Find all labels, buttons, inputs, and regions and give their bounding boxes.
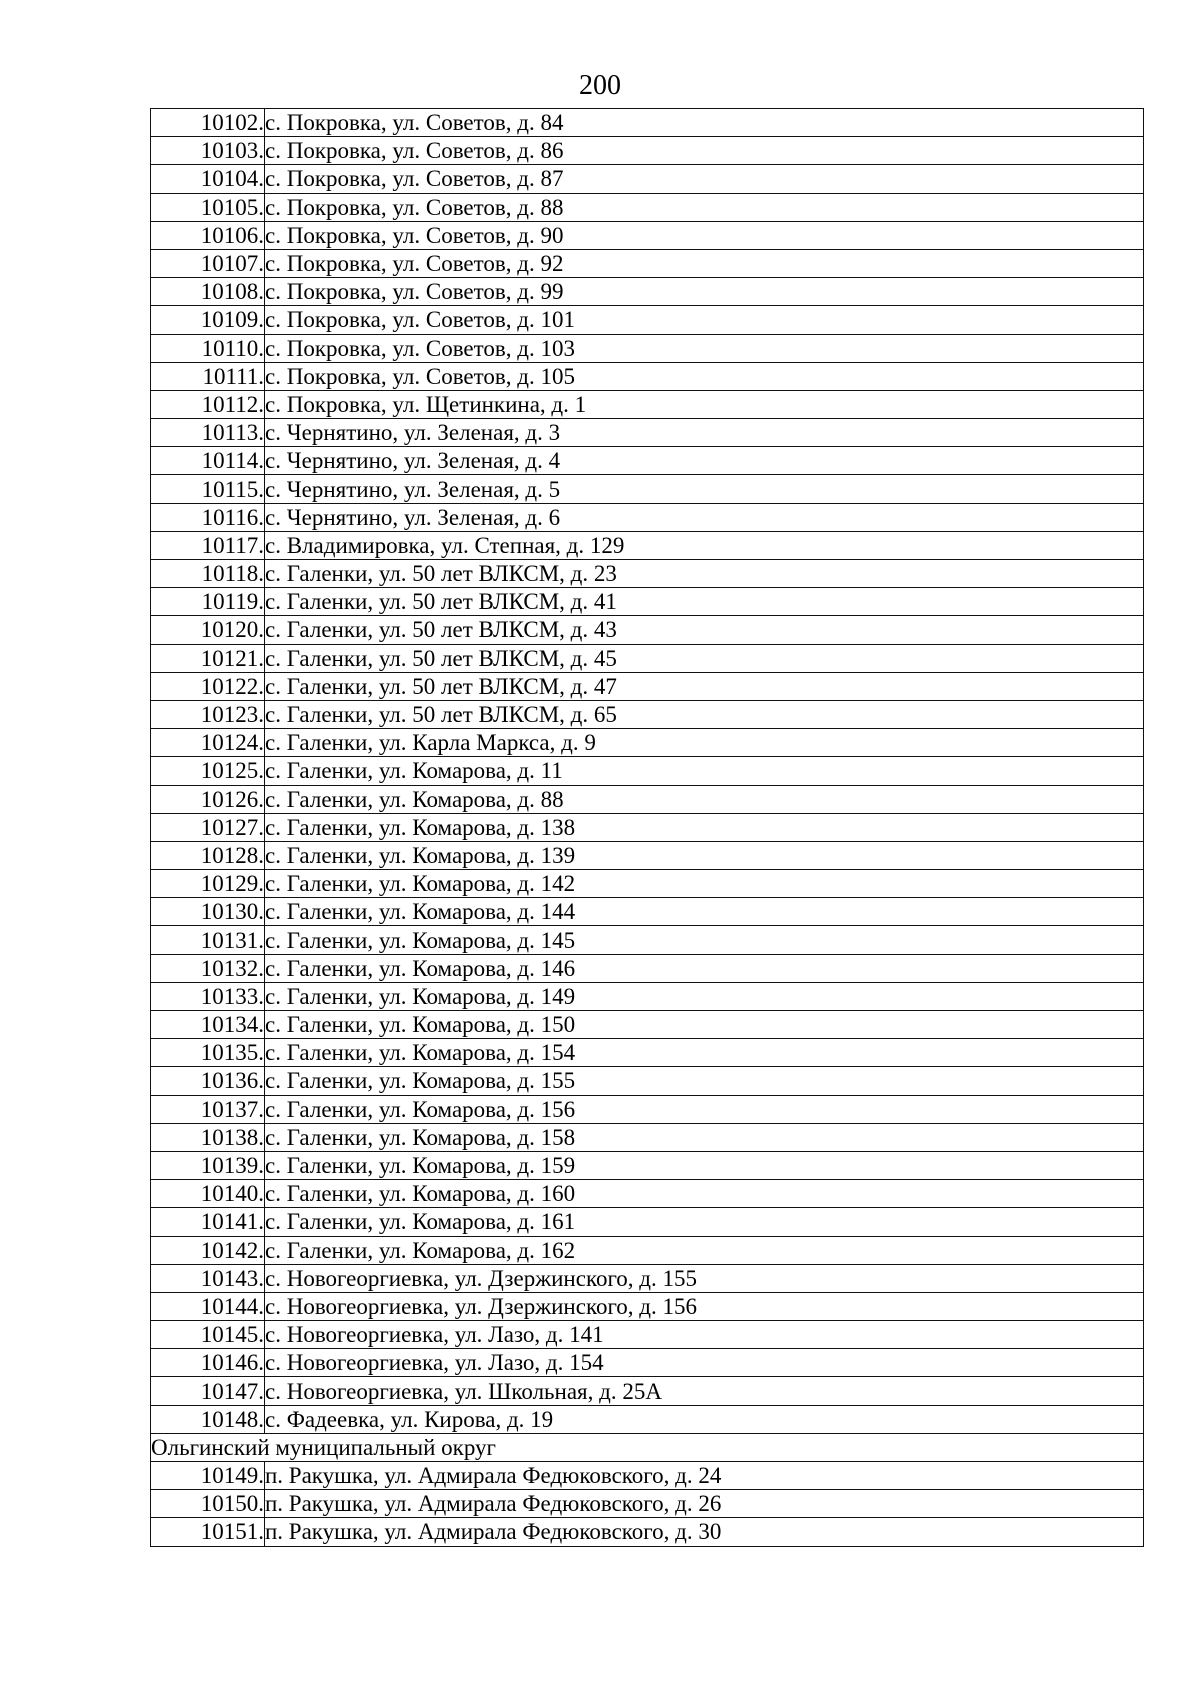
table-row (151, 1151, 1144, 1179)
row-address: с. Галенки, ул. Комарова, д. 162 (265, 1236, 1144, 1264)
row-number: 10111. (151, 362, 265, 390)
row-number: 10149. (151, 1462, 265, 1490)
table-row (151, 1490, 1144, 1518)
row-address: с. Галенки, ул. Комарова, д. 139 (265, 841, 1144, 869)
table-row (151, 1349, 1144, 1377)
address-table-body (151, 109, 1144, 1547)
row-number: 10119. (151, 588, 265, 616)
row-number: 10120. (151, 616, 265, 644)
table-row (151, 560, 1144, 588)
row-number: 10124. (151, 729, 265, 757)
row-number: 10134. (151, 1011, 265, 1039)
row-number: 10148. (151, 1405, 265, 1433)
row-address: с. Галенки, ул. 50 лет ВЛКСМ, д. 65 (265, 700, 1144, 728)
table-row (151, 644, 1144, 672)
row-address: с. Покровка, ул. Советов, д. 92 (265, 249, 1144, 277)
row-address: с. Галенки, ул. Комарова, д. 144 (265, 898, 1144, 926)
row-address: с. Покровка, ул. Советов, д. 99 (265, 278, 1144, 306)
table-row (151, 249, 1144, 277)
row-address: с. Галенки, ул. Комарова, д. 88 (265, 785, 1144, 813)
table-row (151, 757, 1144, 785)
row-address: с. Галенки, ул. Комарова, д. 142 (265, 870, 1144, 898)
row-number: 10137. (151, 1095, 265, 1123)
table-row (151, 306, 1144, 334)
row-address: с. Покровка, ул. Советов, д. 87 (265, 165, 1144, 193)
row-number: 10117. (151, 531, 265, 559)
row-number: 10147. (151, 1377, 265, 1405)
row-number: 10108. (151, 278, 265, 306)
row-number: 10118. (151, 560, 265, 588)
table-row (151, 1264, 1144, 1292)
table-row (151, 1180, 1144, 1208)
row-number: 10130. (151, 898, 265, 926)
row-number: 10107. (151, 249, 265, 277)
table-row (151, 729, 1144, 757)
table-row (151, 362, 1144, 390)
row-number: 10102. (151, 109, 265, 137)
table-row (151, 278, 1144, 306)
row-address: с. Галенки, ул. Комарова, д. 159 (265, 1151, 1144, 1179)
row-address: с. Галенки, ул. Комарова, д. 138 (265, 813, 1144, 841)
table-row (151, 1095, 1144, 1123)
address-table (150, 108, 1144, 1547)
table-row (151, 841, 1144, 869)
row-number: 10151. (151, 1518, 265, 1546)
row-number: 10150. (151, 1490, 265, 1518)
table-row (151, 419, 1144, 447)
table-row (151, 813, 1144, 841)
table-row (151, 1123, 1144, 1151)
row-number: 10121. (151, 644, 265, 672)
row-number: 10115. (151, 475, 265, 503)
row-address: с. Галенки, ул. Комарова, д. 161 (265, 1208, 1144, 1236)
table-row (151, 475, 1144, 503)
row-address: п. Ракушка, ул. Адмирала Федюковского, д. 26 (265, 1490, 1144, 1518)
row-address: с. Покровка, ул. Советов, д. 103 (265, 334, 1144, 362)
row-number: 10109. (151, 306, 265, 334)
row-number: 10129. (151, 870, 265, 898)
row-address: с. Галенки, ул. 50 лет ВЛКСМ, д. 47 (265, 672, 1144, 700)
table-row (151, 503, 1144, 531)
row-address: с. Владимировка, ул. Степная, д. 129 (265, 531, 1144, 559)
row-address: с. Новогеоргиевка, ул. Лазо, д. 154 (265, 1349, 1144, 1377)
row-number: 10104. (151, 165, 265, 193)
row-address: с. Галенки, ул. Комарова, д. 160 (265, 1180, 1144, 1208)
row-address: с. Галенки, ул. 50 лет ВЛКСМ, д. 23 (265, 560, 1144, 588)
row-number: 10105. (151, 193, 265, 221)
row-number: 10144. (151, 1292, 265, 1320)
row-number: 10135. (151, 1039, 265, 1067)
table-row (151, 193, 1144, 221)
row-number: 10143. (151, 1264, 265, 1292)
table-row (151, 785, 1144, 813)
row-number: 10142. (151, 1236, 265, 1264)
row-address: с. Покровка, ул. Советов, д. 88 (265, 193, 1144, 221)
row-address: с. Новогеоргиевка, ул. Лазо, д. 141 (265, 1321, 1144, 1349)
table-row (151, 616, 1144, 644)
table-row (151, 1405, 1144, 1433)
row-address: с. Галенки, ул. Комарова, д. 149 (265, 982, 1144, 1010)
row-number: 10114. (151, 447, 265, 475)
row-number: 10110. (151, 334, 265, 362)
row-number: 10122. (151, 672, 265, 700)
row-address: с. Покровка, ул. Советов, д. 86 (265, 137, 1144, 165)
table-row (151, 334, 1144, 362)
row-number: 10131. (151, 926, 265, 954)
row-address: с. Чернятино, ул. Зеленая, д. 3 (265, 419, 1144, 447)
row-address: с. Галенки, ул. Комарова, д. 145 (265, 926, 1144, 954)
table-row (151, 137, 1144, 165)
row-address: с. Галенки, ул. Комарова, д. 150 (265, 1011, 1144, 1039)
table-row (151, 1377, 1144, 1405)
row-address: с. Чернятино, ул. Зеленая, д. 6 (265, 503, 1144, 531)
row-number: 10146. (151, 1349, 265, 1377)
row-number: 10132. (151, 954, 265, 982)
table-row (151, 954, 1144, 982)
row-number: 10145. (151, 1321, 265, 1349)
row-number: 10139. (151, 1151, 265, 1179)
row-address: с. Галенки, ул. Комарова, д. 154 (265, 1039, 1144, 1067)
row-number: 10127. (151, 813, 265, 841)
row-address: с. Новогеоргиевка, ул. Школьная, д. 25А (265, 1377, 1144, 1405)
row-address: с. Галенки, ул. Комарова, д. 11 (265, 757, 1144, 785)
row-number: 10128. (151, 841, 265, 869)
table-row (151, 672, 1144, 700)
table-row (151, 982, 1144, 1010)
table-row (151, 926, 1144, 954)
table-row (151, 109, 1144, 137)
table-row (151, 1208, 1144, 1236)
row-number: 10123. (151, 700, 265, 728)
row-address: с. Покровка, ул. Советов, д. 84 (265, 109, 1144, 137)
row-address: с. Галенки, ул. 50 лет ВЛКСМ, д. 43 (265, 616, 1144, 644)
table-row (151, 1292, 1144, 1320)
row-address: с. Фадеевка, ул. Кирова, д. 19 (265, 1405, 1144, 1433)
row-number: 10106. (151, 221, 265, 249)
table-row (151, 700, 1144, 728)
table-row (151, 1039, 1144, 1067)
row-address: п. Ракушка, ул. Адмирала Федюковского, д. 24 (265, 1462, 1144, 1490)
row-number: 10136. (151, 1067, 265, 1095)
table-row (151, 165, 1144, 193)
page-number: 200 (579, 70, 621, 101)
table-row (151, 1462, 1144, 1490)
row-address: с. Чернятино, ул. Зеленая, д. 4 (265, 447, 1144, 475)
row-address: с. Галенки, ул. Комарова, д. 146 (265, 954, 1144, 982)
table-row (151, 898, 1144, 926)
row-address: с. Покровка, ул. Советов, д. 105 (265, 362, 1144, 390)
row-address: с. Галенки, ул. 50 лет ВЛКСМ, д. 45 (265, 644, 1144, 672)
row-number: 10116. (151, 503, 265, 531)
row-number: 10125. (151, 757, 265, 785)
table-row (151, 447, 1144, 475)
row-number: 10112. (151, 390, 265, 418)
row-number: 10133. (151, 982, 265, 1010)
table-row (151, 1011, 1144, 1039)
table-row (151, 221, 1144, 249)
row-address: с. Галенки, ул. 50 лет ВЛКСМ, д. 41 (265, 588, 1144, 616)
table-row (151, 1236, 1144, 1264)
row-number: 10113. (151, 419, 265, 447)
row-address: с. Галенки, ул. Карла Маркса, д. 9 (265, 729, 1144, 757)
row-address: с. Новогеоргиевка, ул. Дзержинского, д. 155 (265, 1264, 1144, 1292)
row-address: с. Покровка, ул. Советов, д. 101 (265, 306, 1144, 334)
section-title: Ольгинский муниципальный округ (151, 1433, 1144, 1461)
table-row (151, 1518, 1144, 1546)
row-address: с. Чернятино, ул. Зеленая, д. 5 (265, 475, 1144, 503)
row-address: с. Галенки, ул. Комарова, д. 158 (265, 1123, 1144, 1151)
table-row (151, 870, 1144, 898)
row-address: с. Покровка, ул. Щетинкина, д. 1 (265, 390, 1144, 418)
row-address: с. Галенки, ул. Комарова, д. 155 (265, 1067, 1144, 1095)
row-number: 10140. (151, 1180, 265, 1208)
row-address: с. Галенки, ул. Комарова, д. 156 (265, 1095, 1144, 1123)
table-row (151, 531, 1144, 559)
table-row (151, 588, 1144, 616)
section-header-row (151, 1433, 1144, 1461)
table-row (151, 1067, 1144, 1095)
row-number: 10126. (151, 785, 265, 813)
row-number: 10138. (151, 1123, 265, 1151)
row-address: с. Покровка, ул. Советов, д. 90 (265, 221, 1144, 249)
row-number: 10141. (151, 1208, 265, 1236)
row-address: с. Новогеоргиевка, ул. Дзержинского, д. 156 (265, 1292, 1144, 1320)
table-row (151, 390, 1144, 418)
row-address: п. Ракушка, ул. Адмирала Федюковского, д. 30 (265, 1518, 1144, 1546)
row-number: 10103. (151, 137, 265, 165)
table-row (151, 1321, 1144, 1349)
